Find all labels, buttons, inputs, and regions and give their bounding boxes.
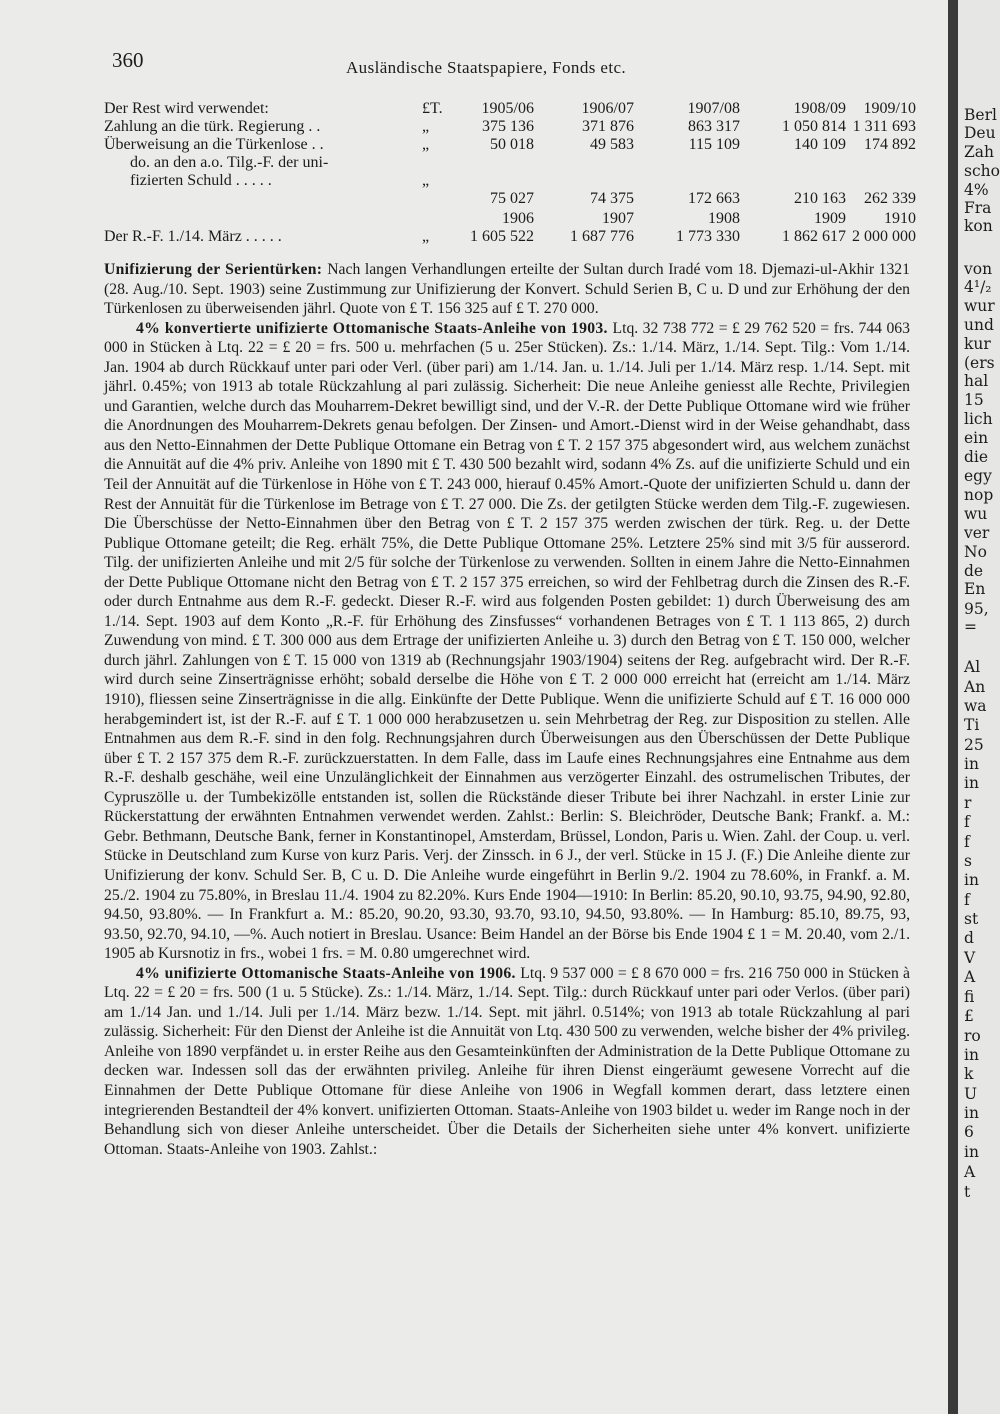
table-cell: 2 000 000 xyxy=(852,228,916,245)
adjacent-page-fragment: in xyxy=(964,1046,979,1064)
table-cell: 371 876 xyxy=(582,118,634,135)
table-row xyxy=(104,172,910,190)
adjacent-page-fragment: hal xyxy=(964,372,989,390)
table-row xyxy=(104,136,916,154)
adjacent-page-fragment: in xyxy=(964,871,979,889)
adjacent-page-fragment: st xyxy=(964,910,979,928)
page-number: 360 xyxy=(112,48,144,72)
adjacent-page-fragment: r xyxy=(964,794,972,812)
adjacent-page-fragment: wa xyxy=(964,697,987,715)
table-cell: 75 027 xyxy=(490,190,534,207)
table-cell: 115 109 xyxy=(688,136,740,153)
table-cell: 172 663 xyxy=(688,190,740,207)
paragraph xyxy=(104,964,910,1159)
table-cell: 1909/10 xyxy=(863,100,916,117)
adjacent-page-fragment: No xyxy=(964,543,987,561)
table-cell: 1907/08 xyxy=(687,100,740,117)
adjacent-page-fragment: ein xyxy=(964,429,989,447)
adjacent-page-fragment: s xyxy=(964,852,972,870)
adjacent-page-fragment: A xyxy=(964,968,976,986)
adjacent-page-fragment: wu xyxy=(964,505,988,523)
adjacent-page-strip xyxy=(958,0,1000,1414)
table-cell: 50 018 xyxy=(490,136,534,153)
adjacent-page-fragment: d xyxy=(964,929,974,947)
adjacent-page-fragment: Deu xyxy=(964,124,996,142)
row-unit: „ xyxy=(422,136,430,153)
running-title: Ausländische Staatspapiere, Fonds etc. xyxy=(346,58,627,77)
adjacent-page-fragment: kon xyxy=(964,217,993,235)
table-cell: 1 050 814 xyxy=(782,118,846,135)
adjacent-page-fragment: 4% xyxy=(964,181,989,199)
adjacent-page-fragment: f xyxy=(964,891,970,909)
adjacent-page-fragment: ver xyxy=(964,524,990,542)
row-unit: „ xyxy=(422,172,430,189)
adjacent-page-fragment: lich xyxy=(964,410,993,428)
adjacent-page-fragment: Zah xyxy=(964,143,994,161)
paragraph-text: Nach langen Verhandlungen erteilte der Sultan durch Iradé vom 18. Djemazi-ul-Akhir 1321 (28. Aug./10. Sept. 1903) seine Zustimmung zur Unifizierung der Konvert. Schuld Serien B, C u. D und zur Erhöhung der den Türkenlosen zu überweisenden jährl. Quote von £ T. 156 325 auf £ T. 270 000. xyxy=(104,261,910,318)
paragraph-heading: 4% unifizierte Ottomanische Staats-Anleihe von 1906. xyxy=(136,964,521,982)
table-cell: 1 687 776 xyxy=(570,228,634,245)
table-row xyxy=(104,190,916,210)
adjacent-page-fragment: de xyxy=(964,562,984,580)
adjacent-page-fragment: in xyxy=(964,755,979,773)
row-label: Überweisung an die Türkenlose . . xyxy=(104,136,324,153)
adjacent-page-fragment: (ers xyxy=(964,354,995,372)
paragraph xyxy=(104,260,910,319)
adjacent-page-fragment: V xyxy=(964,949,976,967)
adjacent-page-fragment: ro xyxy=(964,1027,981,1045)
adjacent-page-fragment: und xyxy=(964,316,994,334)
adjacent-page-fragment: von xyxy=(964,260,993,278)
adjacent-page-fragment: f xyxy=(964,813,970,831)
table-cell: 1908 xyxy=(708,210,740,227)
adjacent-page-fragment: k xyxy=(964,1065,974,1083)
table-cell: 49 583 xyxy=(590,136,634,153)
table-row xyxy=(104,228,916,246)
adjacent-page-fragment: 25 xyxy=(964,736,984,754)
book-gutter xyxy=(948,0,958,1414)
table-cell: 140 109 xyxy=(794,136,846,153)
table-cell: 262 339 xyxy=(864,190,916,207)
row-label: do. an den a.o. Tilg.-F. der uni- xyxy=(130,154,329,171)
body-text xyxy=(104,260,910,1159)
adjacent-page-fragment: die xyxy=(964,448,989,466)
adjacent-page-fragment: En xyxy=(964,580,986,598)
row-label: Der Rest wird verwendet: xyxy=(104,100,269,117)
row-label: Der R.-F. 1./14. März . . . . . xyxy=(104,228,282,245)
table-cell: 1 605 522 xyxy=(470,228,534,245)
table-cell: 174 892 xyxy=(864,136,916,153)
adjacent-page-fragment: scho xyxy=(964,162,1000,180)
adjacent-page-fragment: A xyxy=(964,1163,976,1181)
adjacent-page-fragment: t xyxy=(964,1183,971,1201)
adjacent-page-fragment: fi xyxy=(964,988,975,1006)
adjacent-page-fragment: Al xyxy=(964,658,981,676)
table-cell: 1 311 693 xyxy=(852,118,916,135)
table-row xyxy=(104,210,916,228)
row-label: fizierten Schuld . . . . . xyxy=(130,172,272,189)
adjacent-page-fragment: Berl xyxy=(964,106,997,124)
row-unit: £T. xyxy=(422,100,443,117)
paragraph-heading: Unifizierung der Serientürken: xyxy=(104,261,328,278)
table-cell: 1906 xyxy=(502,210,534,227)
adjacent-page-fragment: U xyxy=(964,1085,978,1103)
table-cell: 210 163 xyxy=(794,190,846,207)
adjacent-page-fragment: = xyxy=(964,618,977,636)
row-unit: „ xyxy=(422,118,430,135)
table-cell: 375 136 xyxy=(482,118,534,135)
adjacent-page-fragment: wur xyxy=(964,297,995,315)
allocation-table xyxy=(104,100,916,246)
table-cell: 1905/06 xyxy=(481,100,534,117)
paragraph xyxy=(104,319,910,964)
table-cell: 1906/07 xyxy=(581,100,634,117)
table-cell: 1910 xyxy=(884,210,916,227)
table-cell: 1 862 617 xyxy=(782,228,846,245)
adjacent-page-fragment: nop xyxy=(964,486,994,504)
adjacent-page-fragment: kur xyxy=(964,335,991,353)
row-unit: „ xyxy=(422,228,430,245)
table-row xyxy=(104,100,916,118)
adjacent-page-fragment: An xyxy=(964,678,986,696)
table-row xyxy=(104,118,916,136)
adjacent-page-fragment: f xyxy=(964,833,970,851)
paragraph-text: Ltq. 9 537 000 = £ 8 670 000 = frs. 216 750 000 in Stücken à Ltq. 22 = £ 20 = frs. 500 (1 u. 5 Stücke). Zs.: 1./14. März, 1./14. Sept. Tilg.: durch Rückkauf unter pari oder Verlos. (über pari) am 1./14 Jan. und 1./14. Juli per 1./14. März bezw. 1./14. Sept. mit jährl. 0.514%; von 1913 ab totale Rückzahlung al pari zulässig. Sicherheit: Für den Dienst der Anleihe ist die Annuität von Ltq. 430 500 zu verwenden, welche bisher der 4% privileg. Anleihe von 1890 verpfändet u. in erster Reihe aus den Gesamteinkünften der Administration de la Dette Publique Ottomane zu decken war. Indessen soll das der erwähnten privileg. Anleihe für ihren Dienst eingeräumt gewesene Vorrecht auf die Einnahmen der Dette Publique Ottomane für diese Anleihe von 1906 in Wegfall kommen derart, dass letztere einen integrierenden Bestandteil der 4% konvert. unifizierten Ottoman. Staats-Anleihe von 1903 bildet u. weder im Range noch in der Behandlung sich von dieser Anleihe unterscheidet. Über die Details der Sicherheiten siehe unter 4% konvert. unifizierte Ottoman. Staats-Anleihe von 1903. Zahlst.: xyxy=(104,964,910,1158)
adjacent-page-fragment: 4¹/₂ xyxy=(964,278,992,296)
table-cell: 1 773 330 xyxy=(676,228,740,245)
adjacent-page-fragment: £ xyxy=(964,1007,974,1025)
adjacent-page-fragment: 95, xyxy=(964,600,989,618)
adjacent-page-fragment: Fra xyxy=(964,199,992,217)
adjacent-page-fragment: in xyxy=(964,774,979,792)
adjacent-page-fragment: 6 xyxy=(964,1123,974,1141)
adjacent-page-fragment: egy xyxy=(964,467,992,485)
adjacent-page-fragment: 15 xyxy=(964,391,984,409)
table-cell: 1909 xyxy=(814,210,846,227)
adjacent-page-fragment: in xyxy=(964,1104,979,1122)
paragraph-text: Ltq. 32 738 772 = £ 29 762 520 = frs. 744 063 000 in Stücken à Ltq. 22 = £ 20 = frs. 500 u. mehrfachen (5 u. 25er Stücken). Zs.: 1./14. März, 1./14. Sept. Tilg.: Vom 1./14. Jan. 1904 ab durch Rückkauf unter pari oder Verl. (über pari) am 1./14. Jan. u. 1./14. Juli per 1./14. März resp. 1./14. Sept. mit jährl. 0.45%; von 1913 ab totale Rückzahlung al pari zulässig. Sicherheit: Die neue Anleihe geniesst alle Rechte, Privilegien und Garantien, welche durch das Mouharrem-Dekret bewilligt sind, und der V.-R. der Dette Publique Ottomane wird wie früher die Anordnungen des Mouharrem-Dekrets genau befolgen. Der Zinsen- und Amort.-Dienst wird in der Weise gehandhabt, dass aus den Netto-Einnahmen der Dette Publique Ottomane ein Betrag von £ T. 2 157 375 abgesondert wird, aus welchem zunächst die Annuität auf die 4% priv. Anleihe von 1890 mit £ T. 430 500 bezahlt wird, sodann 4% Zs. auf die unifizierte Schuld und ein Teil der Annuität auf die Türkenlose in Höhe von £ T. 243 000, hierauf 0.45% Amort.-Quote der unifizierten Schuld u. dann der Rest der Annuität für die Türkenlose im Betrage von £ T. 27 000. Die Zs. der getilgten Stücke werden dem Tilg.-F. zugewiesen. Die Überschüsse der Netto-Einnahmen über den Betrag von £ T. 2 157 375 werden zwischen der türk. Reg. u. der Dette Publique Ottomane geteilt; die Reg. erhält 75%, die Dette Publique Ottomane 25%. Letztere 25% sind mit 3/5 für ausserord. Tilg. der unifizierten Anleihe und mit 2/5 für solche der Türkenlose zu verwenden. Sollten in einem Jahre die Netto-Einnahmen der Dette Publique Ottomane nicht den Betrag von £ T. 2 157 375 erreichen, so wird der Fehlbetrag durch die Zinsen des R.-F. oder durch Entnahme aus dem R.-F. gedeckt. Dieser R.-F. wird aus folgenden Posten gebildet: 1) durch Überweisung des am 1./14. Sept. 1903 auf dem Konto „R.-F. für Erhöhung des Zinsfusses“ vorhandenen Betrages von £ T. 1 113 865, 2) durch Zuwendung von mind. £ T. 300 000 aus dem Ertrage der unifizierten Anleihe u. 3) durch den Betrag von £ T. 150 000, welcher durch jährl. Zahlungen von £ T. 15 000 von 1319 ab (Rechnungsjahr 1903/1904) seitens der Reg. aufgebracht wird. Der R.-F. wird durch seine Zinserträgnisse erhöht; sobald derselbe die Höhe von £ T. 2 000 000 erreicht hat (erreicht am 1./14. März 1910), fliessen seine Zinserträgnisse in die allg. Einkünfte der Dette Publique. Wenn die unifizierte Schuld auf £ T. 16 000 000 herabgemindert ist, ist der R.-F. auf £ T. 1 000 000 herabzusetzen u. sein Mehrbetrag der Reg. zur Disposition zu stellen. Alle Entnahmen aus dem R.-F. sind in den folg. Rechnungsjahren durch Überweisungen aus den Überschüssen der Dette Publique über £ T. 2 157 375 dem R.-F. zurückzuerstatten. In dem Falle, dass im Laufe eines Rechnungsjahres eine Entnahme aus dem R.-F. deshalb geschähe, weil eine Unzulänglichkeit der Einnahmen aus verzögerter Einzahl. des ostrumelischen Tributes, der Cypruszölle u. der Tumbekizölle entstanden ist, sollen die Rückstände dieser Tribute bei ihrer Nachzahl. in erster Linie zur Rückerstattung der erwähnten Entnahmen verwendet werden. Zahlst.: Berlin: S. Bleichröder, Deutsche Bank; Frankf. a. M.: Gebr. Bethmann, Deutsche Bank, ferner in Konstantinopel, Amsterdam, Brüssel, London, Paris u. Wien. Zahl. der Coup. u. verl. Stücke in Deutschland zum Kurse von kurz Paris. Verj. der Zinssch. in 6 J., der verl. Stücke in 15 J. (F.) Die Anleihe diente zur Unifizierung der konv. Schuld Ser. B, C u. D. Die Anleihe wurde eingeführt in Berlin 9./2. 1904 zu 78.60%, in Frankf. a. M. 25./2. 1904 zu 75.80%, in Breslau 11./4. 1904 zu 82.20%. Kurs Ende 1904—1910: In Berlin: 85.20, 90.10, 93.75, 94.90, 92.80, 94.50, 93.80%. — In Frankfurt a. M.: 85.20, 90.20, 93.30, 93.70, 93.10, 94.50, 93.80%. — In Hamburg: 85.10, 89.75, 93, 93.50, 92.70, 94.10, —%. Auch notiert in Breslau. Usance: Beim Handel an der Börse bis Ende 1904 £ 1 = M. 20.40, vom 2./1. 1905 ab Kursnotiz in frs., wobei 1 frs. = M. 0.80 umgerechnet wird. xyxy=(104,319,910,963)
adjacent-page-fragment: in xyxy=(964,1143,979,1161)
paragraph-heading: 4% konvertierte unifizierte Ottomanische Staats-Anleihe von 1903. xyxy=(136,319,613,337)
adjacent-page-fragment: Ti xyxy=(964,716,980,734)
table-cell: 74 375 xyxy=(590,190,634,207)
table-cell: 863 317 xyxy=(688,118,740,135)
table-cell: 1907 xyxy=(602,210,634,227)
table-row xyxy=(104,154,910,172)
table-cell: 1908/09 xyxy=(793,100,846,117)
row-label: Zahlung an die türk. Regierung . . xyxy=(104,118,321,135)
